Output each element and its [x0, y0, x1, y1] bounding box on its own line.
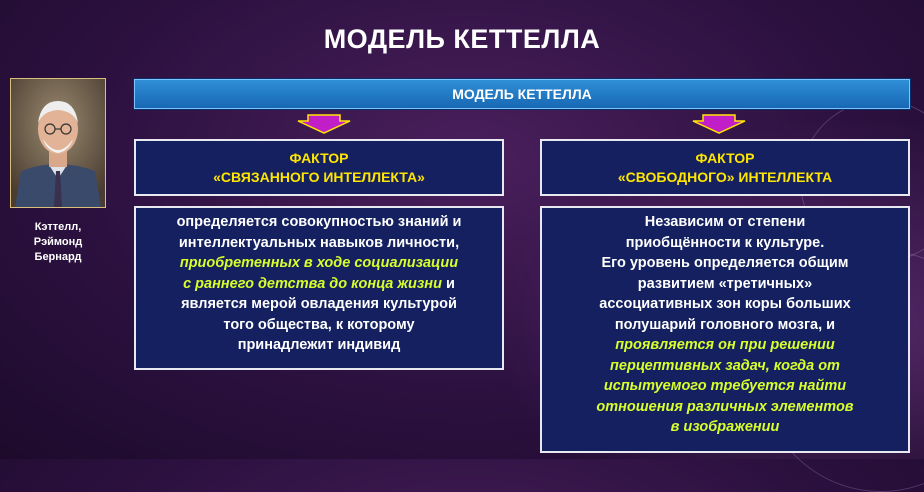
desc-line: того общества, к которому [223, 316, 415, 333]
desc-line: принадлежит индивид [237, 337, 401, 353]
fluid-description [540, 206, 910, 453]
factor-crystallized [134, 139, 504, 196]
desc-line-highlight: проявляется он при решении [615, 337, 835, 353]
desc-line-highlight: перцептивных задач, когда от [610, 357, 840, 374]
desc-line-highlight: отношения различных элементов [596, 398, 854, 415]
model-banner: МОДЕЛЬ КЕТТЕЛЛА [134, 79, 910, 109]
caption-line: Рэймонд [33, 236, 83, 248]
desc-line: интеллектуальных навыков личности, [178, 234, 460, 251]
caption-line: Кэттелл, [34, 221, 82, 233]
desc-line: определяется совокупностью знаний и [176, 214, 462, 230]
cattell-portrait [10, 78, 106, 208]
portrait-image [11, 79, 105, 207]
desc-line: Его уровень определяется общим [601, 255, 849, 271]
caption-line: Бернард [34, 251, 82, 263]
desc-line: является мерой овладения культурой [181, 296, 457, 312]
desc-line-highlight: с раннего детства до конца жизни [183, 275, 442, 292]
desc-line: приобщённости к культуре. [625, 234, 825, 251]
factor-fluid [540, 139, 910, 196]
desc-line: развитием «третичных» [637, 275, 813, 292]
crystallized-description [134, 206, 504, 370]
desc-line: полушарий головного мозга, и [614, 316, 836, 333]
desc-line-highlight: в изображении [670, 419, 780, 435]
desc-line-highlight: приобретенных в ходе социализации [179, 255, 459, 271]
factor-label: ФАКТОР [695, 149, 755, 166]
portrait-caption [0, 220, 116, 265]
factor-name: «СВЯЗАННОГО ИНТЕЛЛЕКТА» [213, 168, 425, 185]
desc-line-highlight: испытуемого требуется найти [603, 378, 847, 394]
desc-line: Независим от степени [644, 214, 806, 230]
page-title: МОДЕЛЬ КЕТТЕЛЛА [323, 24, 601, 54]
desc-line: ассоциативных зон коры больших [599, 296, 851, 312]
arrow-down-icon [689, 114, 749, 134]
factor-name: «СВОБОДНОГО» ИНТЕЛЛЕКТА [617, 168, 833, 185]
desc-line-tail: и [441, 275, 455, 292]
factor-label: ФАКТОР [289, 149, 349, 166]
arrow-down-icon [294, 114, 354, 134]
